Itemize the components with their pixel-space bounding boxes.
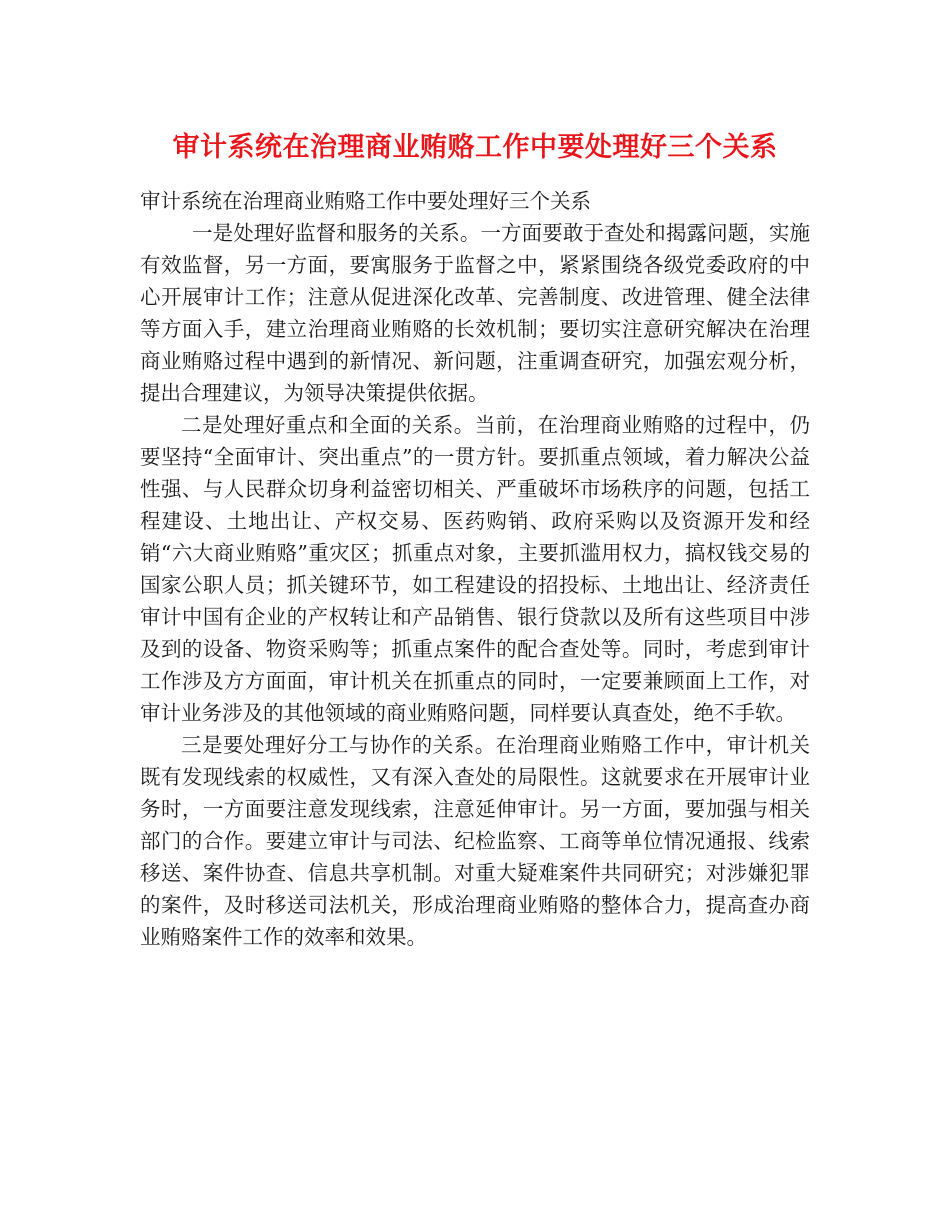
paragraph-supervision-service: 一是处理好监督和服务的关系。一方面要敢于查处和揭露问题，实施有效监督，另一方面，要寓服务于监督之中，紧紧围绕各级党委政府的中心开展审计工作；注意从促进深化改革、完善制度、改进管理、健全法律等方面入手，建立治理商业贿赂的长效机制；要切实注意研究解决在治理商业贿赂过程中遇到的新情况、新问题，注重调查研究，加强宏观分析，提出合理建议，为领导决策提供依据。 <box>140 221 810 405</box>
paragraph-division-cooperation: 三是要处理好分工与协作的关系。在治理商业贿赂工作中，审计机关既有发现线索的权威性，又有深入查处的局限性。这就要求在开展审计业务时，一方面要注意发现线索，注意延伸审计。另一方面，要加强与相关部门的合作。要建立审计与司法、纪检监察、工商等单位情况通报、线索移送、案件协查、信息共享机制。对重大疑难案件共同研究；对涉嫌犯罪的案件，及时移送司法机关，形成治理商业贿赂的整体合力，提高查办商业贿赂案件工作的效率和效果。 <box>140 733 810 949</box>
document-subtitle: 审计系统在治理商业贿赂工作中要处理好三个关系 <box>140 189 591 213</box>
document-title: 审计系统在治理商业贿赂工作中要处理好三个关系 <box>172 132 778 163</box>
paragraph-focus-overall: 二是处理好重点和全面的关系。当前，在治理商业贿赂的过程中，仍要坚持“全面审计、突出重点”的一贯方针。要抓重点领域，着力解决公益性强、与人民群众切身利益密切相关、严重破坏市场秩序的问题，包括工程建设、土地出让、产权交易、医药购销、政府采购以及资源开发和经销“六大商业贿赂”重灾区；抓重点对象，主要抓滥用权力，搞权钱交易的国家公职人员；抓关键环节，如工程建设的招投标、土地出让、经济责任审计中国有企业的产权转让和产品销售、银行贷款以及所有这些项目中涉及到的设备、物资采购等；抓重点案件的配合查处等。同时，考虑到审计工作涉及方方面面，审计机关在抓重点的同时，一定要兼顾面上工作，对审计业务涉及的其他领域的商业贿赂问题，同样要认真查处，绝不手软。 <box>140 413 810 725</box>
document-body <box>140 185 810 953</box>
